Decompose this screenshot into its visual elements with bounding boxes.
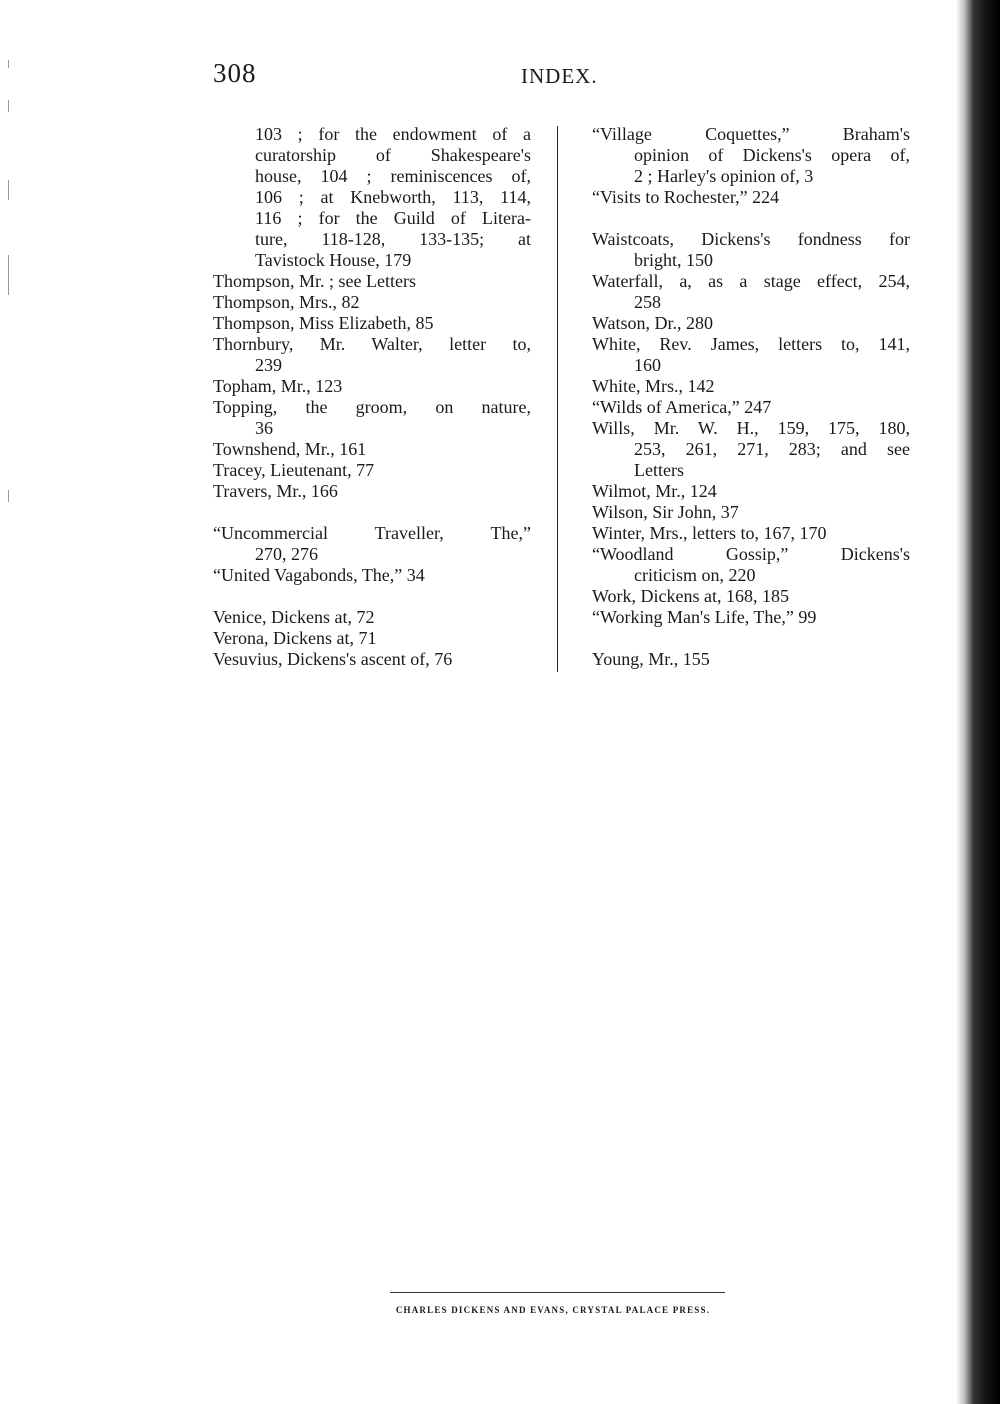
index-entry-line: Topham, Mr., 123 [213, 376, 343, 396]
index-entry-line: Winter, Mrs., letters to, 167, 170 [592, 523, 827, 543]
index-entry-line: “Visits to Rochester,” 224 [592, 187, 780, 207]
column-divider [557, 126, 558, 672]
index-entry [592, 418, 910, 481]
index-entry [213, 565, 531, 586]
index-entry-line: “Wilds of America,” 247 [592, 397, 772, 417]
margin-mark [8, 100, 9, 112]
index-entry [592, 649, 910, 670]
index-entry-line: Waistcoats, Dickens's fondness for [592, 229, 910, 249]
index-entry-line: Wills, Mr. W. H., 159, 175, 180, [592, 418, 910, 438]
index-entry-line: Vesuvius, Dickens's ascent of, 76 [213, 649, 453, 669]
index-entry-line: Work, Dickens at, 168, 185 [592, 586, 790, 606]
index-entry [592, 313, 910, 334]
page-number: 308 [213, 58, 257, 88]
index-entry [213, 481, 531, 502]
index-entry-line: “Working Man's Life, The,” 99 [592, 607, 817, 627]
index-entry-line: Young, Mr., 155 [592, 649, 710, 669]
index-entry [592, 124, 910, 187]
index-entry-line: 239 [255, 355, 282, 375]
margin-mark [8, 180, 9, 200]
index-entry [592, 586, 910, 607]
index-entry-line: Travers, Mr., 166 [213, 481, 338, 501]
margin-mark [8, 255, 9, 295]
printer-imprint: CHARLES DICKENS AND EVANS, CRYSTAL PALACE PRESS. [395, 1305, 711, 1315]
index-entry-line: “Uncommercial Traveller, The,” [213, 523, 531, 543]
index-entry-line: Thornbury, Mr. Walter, letter to, [213, 334, 531, 354]
index-entry-line: 2 ; Harley's opinion of, 3 [634, 166, 814, 186]
index-entry-line: Letters [634, 460, 684, 480]
index-entry-line: 106 ; at Knebworth, 113, 114, [255, 187, 531, 207]
index-entry [213, 460, 531, 481]
binding-edge [956, 0, 1000, 1404]
index-entry-line: Thompson, Mrs., 82 [213, 292, 360, 312]
index-entry [213, 607, 531, 628]
index-entry [213, 376, 531, 397]
index-entry-line: Waterfall, a, as a stage effect, 254, [592, 271, 910, 291]
index-entry-line: 253, 261, 271, 283; and see [634, 439, 910, 459]
index-column-right [592, 124, 910, 670]
margin-mark [8, 490, 9, 502]
index-entry [213, 124, 531, 271]
index-entry-line: 270, 276 [255, 544, 318, 564]
index-entry [213, 439, 531, 460]
section-gap [592, 628, 910, 649]
index-entry [213, 271, 531, 292]
index-entry [592, 334, 910, 376]
section-gap [213, 586, 531, 607]
running-head: INDEX. [521, 64, 598, 88]
section-gap [592, 208, 910, 229]
index-entry-line: 258 [634, 292, 661, 312]
index-entry [213, 523, 531, 565]
index-entry-line: curatorship of Shakespeare's [255, 145, 531, 165]
index-entry [592, 271, 910, 313]
index-entry-line: Verona, Dickens at, 71 [213, 628, 377, 648]
index-entry [592, 523, 910, 544]
index-entry-line: Thompson, Mr. ; see Letters [213, 271, 416, 291]
footer-rule [390, 1292, 725, 1293]
index-entry-line: Topping, the groom, on nature, [213, 397, 531, 417]
index-entry [213, 397, 531, 439]
index-entry [213, 649, 531, 670]
index-entry-line: Thompson, Miss Elizabeth, 85 [213, 313, 434, 333]
index-entry [213, 313, 531, 334]
index-entry [592, 187, 910, 208]
index-entry [213, 628, 531, 649]
section-gap [213, 502, 531, 523]
index-entry-line: Tavistock House, 179 [255, 250, 412, 270]
index-entry-line: Watson, Dr., 280 [592, 313, 714, 333]
index-entry-line: 116 ; for the Guild of Litera- [255, 208, 531, 228]
index-entry [592, 607, 910, 628]
index-entry [592, 502, 910, 523]
index-entry [592, 544, 910, 586]
index-entry [213, 334, 531, 376]
index-entry-line: “Woodland Gossip,” Dickens's [592, 544, 910, 564]
index-entry-line: opinion of Dickens's opera of, [634, 145, 910, 165]
index-entry [592, 376, 910, 397]
index-entry-line: Wilmot, Mr., 124 [592, 481, 717, 501]
index-entry-line: “Village Coquettes,” Braham's [592, 124, 910, 144]
index-entry [592, 397, 910, 418]
index-entry [592, 229, 910, 271]
index-entry-line: 160 [634, 355, 661, 375]
index-column-left [213, 124, 531, 670]
index-entry-line: ture, 118-128, 133-135; at [255, 229, 531, 249]
index-entry-line: criticism on, 220 [634, 565, 756, 585]
index-entry-line: Venice, Dickens at, 72 [213, 607, 375, 627]
index-entry-line: White, Rev. James, letters to, 141, [592, 334, 910, 354]
index-entry-line: Tracey, Lieutenant, 77 [213, 460, 375, 480]
index-entry-line: 36 [255, 418, 273, 438]
index-entry-line: Wilson, Sir John, 37 [592, 502, 739, 522]
index-entry-line: house, 104 ; reminiscences of, [255, 166, 531, 186]
index-entry-line: 103 ; for the endowment of a [255, 124, 531, 144]
index-entry-line: “United Vagabonds, The,” 34 [213, 565, 425, 585]
index-entry-line: White, Mrs., 142 [592, 376, 715, 396]
margin-mark [8, 60, 9, 68]
index-entry-line: bright, 150 [634, 250, 713, 270]
index-entry-line: Townshend, Mr., 161 [213, 439, 367, 459]
index-entry [592, 481, 910, 502]
index-entry [213, 292, 531, 313]
